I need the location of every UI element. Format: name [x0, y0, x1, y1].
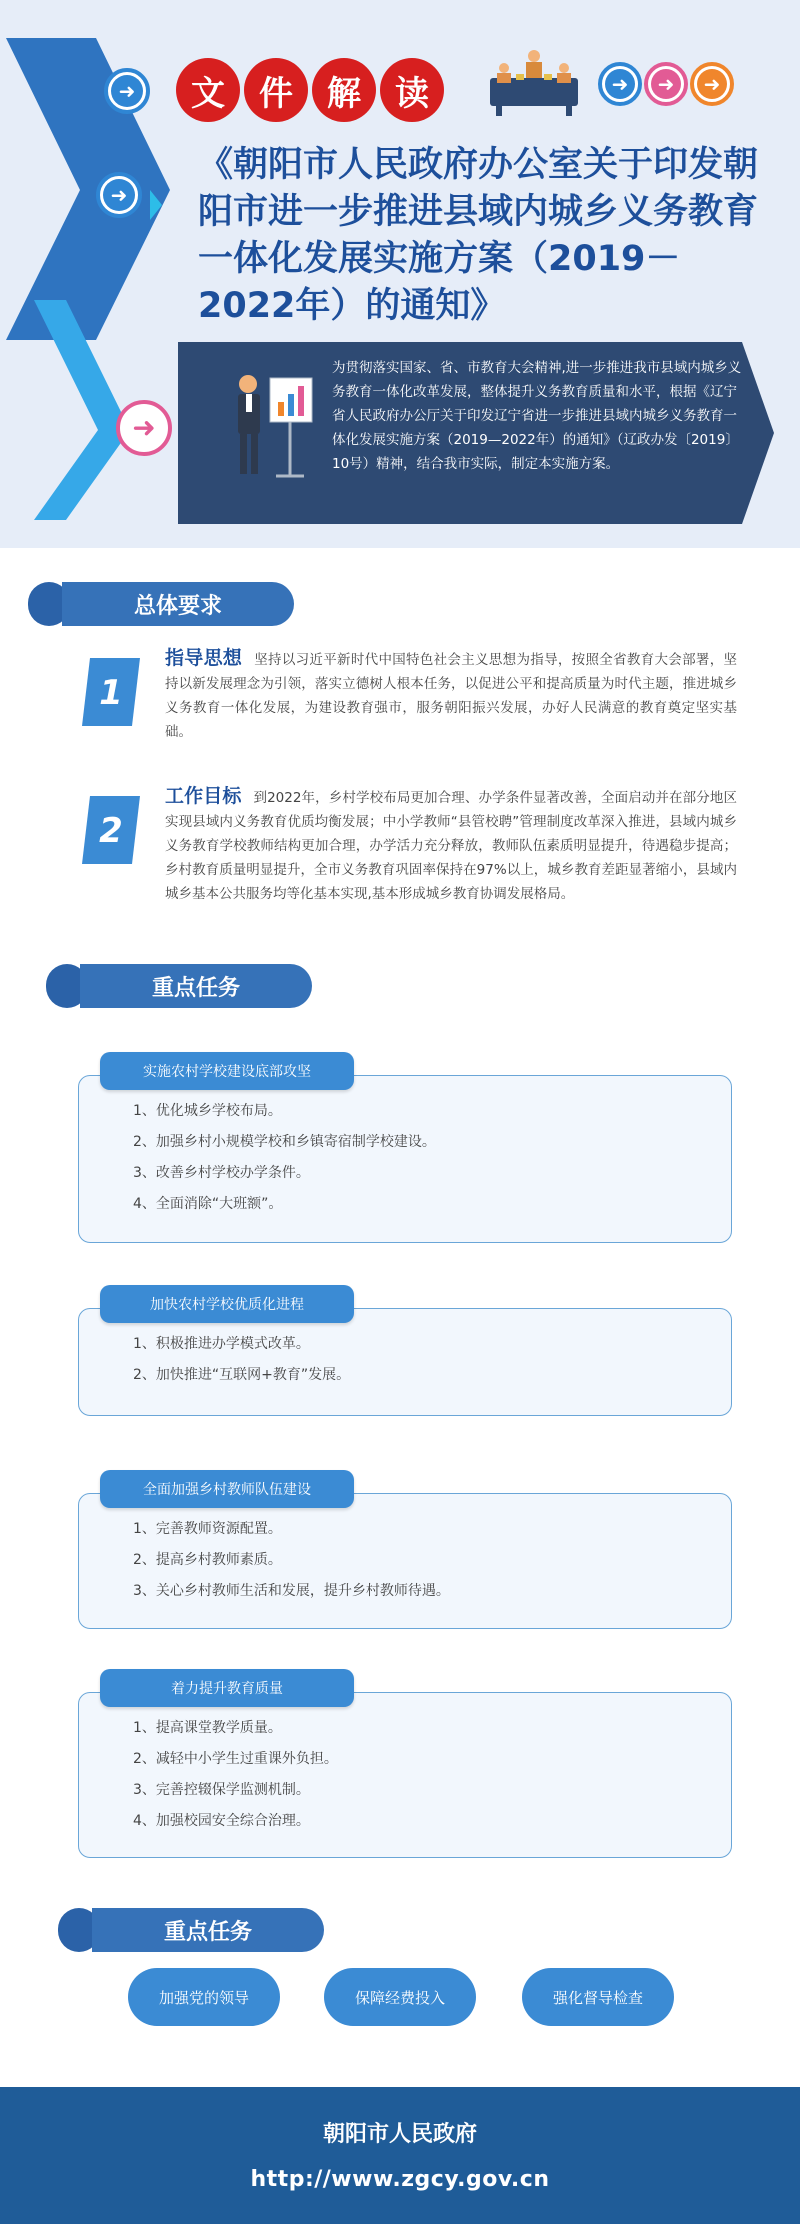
- task-item: 4、全面消除“大班额”。: [133, 1196, 283, 1212]
- arrow-right-icon: ➜: [104, 68, 150, 114]
- number-badge: [82, 796, 140, 864]
- number-badge: [82, 658, 140, 726]
- task-card-label: 实施农村学校建设底部攻坚: [100, 1052, 354, 1090]
- task-pill: 强化督导检查: [522, 1968, 674, 2026]
- arrow-right-icon: ➜: [96, 172, 142, 218]
- svg-text:2: 2: [99, 811, 123, 851]
- presenter-icon: [226, 372, 316, 484]
- task-item: 1、优化城乡学校布局。: [133, 1103, 282, 1119]
- task-card: [78, 1075, 732, 1243]
- svg-text:1: 1: [99, 673, 123, 713]
- requirement-heading: 工作目标: [165, 785, 242, 807]
- section-title: 重点任务: [46, 964, 312, 1008]
- task-card: [78, 1692, 732, 1858]
- badge-char: 件: [244, 58, 308, 122]
- arrow-right-icon: ➜: [116, 400, 172, 456]
- requirement-item: [165, 646, 737, 744]
- intro-text: 为贯彻落实国家、省、市教育大会精神,进一步推进我市县域内城乡义务教育一体化改革发展，整体提升义务教育质量和水平，根据《辽宁省人民政府办公厅关于印发辽宁省进一步推进县域内城乡义务教育一体化发展实施方案（2019—2022年）的通知》（辽政办发〔2019〕10号）精神，结合我市实际，制定本实施方案。: [332, 360, 742, 472]
- badge-char: 解: [312, 58, 376, 122]
- task-card-label: 着力提升教育质量: [100, 1669, 354, 1707]
- task-item: 4、加强校园安全综合治理。: [133, 1813, 310, 1829]
- arrow-right-icon: ➜: [598, 62, 642, 106]
- task-item: 3、完善控辍保学监测机制。: [133, 1782, 310, 1798]
- task-item: 2、加强乡村小规模学校和乡镇寄宿制学校建设。: [133, 1134, 436, 1150]
- page-title: 《朝阳市人民政府办公室关于印发朝阳市进一步推进县域内城乡义务教育一体化发展实施方案（2019－2022年）的通知》: [198, 145, 759, 326]
- task-item: 3、改善乡村学校办学条件。: [133, 1165, 310, 1181]
- meeting-icon: [486, 48, 582, 120]
- requirement-item: [165, 784, 737, 906]
- task-item: 2、加快推进“互联网+教育”发展。: [133, 1367, 351, 1383]
- arrow-right-icon: ➜: [690, 62, 734, 106]
- task-card-label: 加快农村学校优质化进程: [100, 1285, 354, 1323]
- task-item: 1、提高课堂教学质量。: [133, 1720, 282, 1736]
- section-title: 总体要求: [28, 582, 294, 626]
- task-pill: 加强党的领导: [128, 1968, 280, 2026]
- task-item: 2、减轻中小学生过重课外负担。: [133, 1751, 338, 1767]
- task-pill: 保障经费投入: [324, 1968, 476, 2026]
- badge-char: 读: [380, 58, 444, 122]
- requirement-body: 坚持以习近平新时代中国特色社会主义思想为指导，按照全省教育大会部署，坚持以新发展理念为引领，落实立德树人根本任务，以促进公平和提高质量为时代主题，推进城乡义务教育一体化发展，为建设教育强市，服务朝阳振兴发展，办好人民满意的教育奠定坚实基础。: [165, 652, 737, 740]
- task-item: 1、积极推进办学模式改革。: [133, 1336, 310, 1352]
- footer-org: 朝阳市人民政府: [322, 2122, 477, 2147]
- section-title: 重点任务: [58, 1908, 324, 1952]
- requirement-heading: 指导思想: [165, 647, 243, 669]
- task-item: 1、完善教师资源配置。: [133, 1521, 282, 1537]
- task-card: [78, 1308, 732, 1416]
- task-item: 3、关心乡村教师生活和发展，提升乡村教师待遇。: [133, 1583, 450, 1599]
- task-card-label: 全面加强乡村教师队伍建设: [100, 1470, 354, 1508]
- badge-char: 文: [176, 58, 240, 122]
- task-item: 2、提高乡村教师素质。: [133, 1552, 282, 1568]
- task-card: [78, 1493, 732, 1629]
- header-banner: [0, 0, 800, 548]
- requirement-body: 到2022年，乡村学校布局更加合理、办学条件显著改善，全面启动并在部分地区实现县域内义务教育优质均衡发展；中小学教师“县管校聘”管理制度改革深入推进，县域内城乡义务教育学校教师结构更加合理，办学活力充分释放，教师队伍素质明显提升，待遇稳步提高；乡村教育质量明显提升，全市义务教育巩固率保持在97%以上，城乡教育差距显著缩小，县域内城乡基本公共服务均等化基本实现,基本形成城乡教育协调发展格局。: [165, 790, 737, 902]
- footer-url[interactable]: http://www.zgcy.gov.cn: [250, 2167, 550, 2192]
- arrow-right-icon: ➜: [644, 62, 688, 106]
- footer: [0, 2087, 800, 2224]
